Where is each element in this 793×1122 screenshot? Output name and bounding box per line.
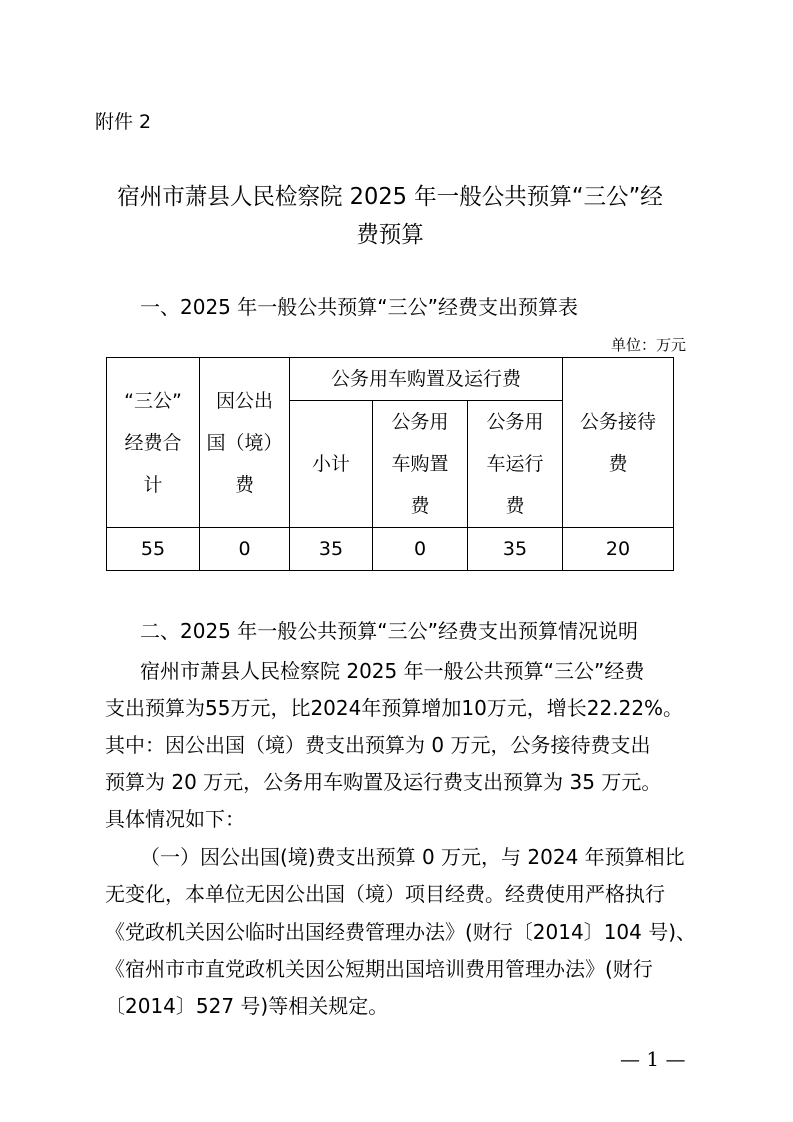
cell-abroad: 0 [200,528,290,571]
unit-label: 单位：万元 [610,336,686,354]
paragraph-line: 宿州市萧县人民检察院 2025 年一般公共预算“三公”经费 [140,659,645,683]
paragraph-line: 其中：因公出国（境）费支出预算为 0 万元，公务接待费支出 [105,733,651,757]
document-title-line1: 宿州市萧县人民检察院 2025 年一般公共预算“三公”经 [117,184,663,210]
sub-paragraph-line: 《党政机关因公临时出国经费管理办法》(财行〔2014〕104 号)、 [105,920,697,944]
cell-car-operation: 35 [468,528,563,571]
sub-paragraph-line: 《宿州市市直党政机关因公短期出国培训费用管理办法》(财行 [105,957,653,981]
header-total: “三公” 经费合 计 [107,358,200,528]
header-car-group: 公务用车购置及运行费 [290,358,563,401]
paragraph-line: 支出预算为55万元，比2024年预算增加10万元，增长22.22%。 [105,696,684,720]
page-number: — 1 — [620,1047,686,1071]
section1-heading: 一、2025 年一般公共预算“三公”经费支出预算表 [140,295,578,319]
cell-car-purchase: 0 [373,528,468,571]
cell-subtotal: 35 [290,528,373,571]
table-header-row [107,358,674,401]
document-title-line2: 费预算 [356,222,424,248]
sub-paragraph-line: （一）因公出国(境)费支出预算 0 万元，与 2024 年预算相比 [140,845,685,869]
header-abroad: 因公出 国（境） 费 [200,358,290,528]
header-reception: 公务接待 费 [563,358,674,528]
sub-paragraph-line: 〔2014〕527 号)等相关规定。 [105,994,389,1018]
paragraph-line: 具体情况如下： [105,807,245,831]
table-row [107,528,674,571]
header-car-purchase: 公务用 车购置 费 [373,401,468,528]
header-subtotal: 小计 [290,401,373,528]
section2-heading: 二、2025 年一般公共预算“三公”经费支出预算情况说明 [140,619,638,643]
paragraph-line: 预算为 20 万元，公务用车购置及运行费支出预算为 35 万元。 [105,770,662,794]
header-car-operation: 公务用 车运行 费 [468,401,563,528]
cell-reception: 20 [563,528,674,571]
sub-paragraph-line: 无变化，本单位无因公出国（境）项目经费。经费使用严格执行 [105,882,665,906]
cell-total: 55 [107,528,200,571]
three-public-expense-table [106,357,674,571]
attachment-label: 附件 2 [95,111,152,133]
